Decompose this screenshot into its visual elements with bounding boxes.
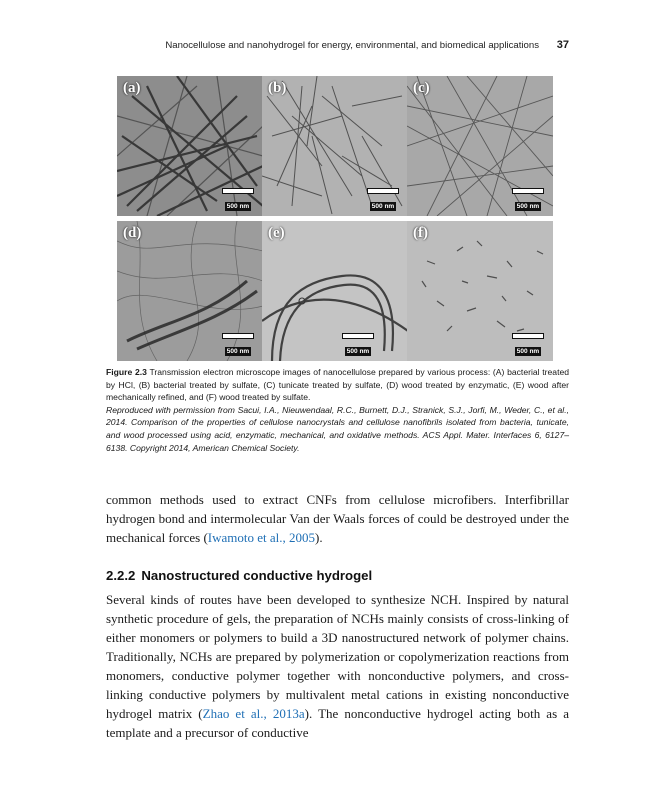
page-number: 37	[556, 39, 569, 51]
citation-iwamoto[interactable]: Iwamoto et al., 2005	[207, 530, 316, 545]
citation-zhao[interactable]: Zhao et al., 2013a	[202, 706, 305, 721]
figure-tem-grid	[117, 76, 553, 361]
scale-bar-a: 500 nm	[220, 188, 256, 213]
panel-b	[262, 76, 408, 216]
section-heading	[106, 568, 569, 583]
panel-label-b: (b)	[268, 80, 287, 96]
paragraph-2-text: Several kinds of routes have been developed to synthesize NCH. Inspired by natural synthetic procedure of gels, the preparation of NCHs mainly consists of cross-linking of either monomers or polymers to build a 3D nanostructured network of polymer chains. Traditionally, NCHs are prepared by polymerization or copolymerization reactions from monomers, conductive polymer together with nonconductive polymers, and cross-linking conductive polymers by multivalent metal cations in existing nonconductive hydrogel matrix (	[106, 592, 569, 721]
section-number: 2.2.2	[106, 568, 136, 583]
panel-label-f: (f)	[413, 225, 428, 241]
paragraph-1-text: common methods used to extract CNFs from cellulose microfibers. Interfibrillar hydrogen bond and intermolecular Van der Waals forces of could be destroyed under the mechanical forces (	[106, 492, 569, 545]
panel-a	[117, 76, 263, 216]
paragraph-2-end: ). The nonconductive hydrogel acting both as a template and a precursor of conductive	[106, 706, 569, 740]
panel-f	[407, 221, 553, 361]
caption-label: Figure 2.3	[106, 367, 147, 377]
scale-bar-b: 500 nm	[365, 188, 401, 213]
panel-c	[407, 76, 553, 216]
paragraph-1-end: ).	[315, 530, 323, 545]
tem-image-e	[262, 221, 408, 361]
scale-bar-d: 500 nm	[220, 333, 256, 358]
paragraph-2	[106, 590, 569, 742]
panel-label-a: (a)	[123, 80, 141, 96]
panel-d	[117, 221, 263, 361]
caption-credit: Reproduced with permission from Sacui, I.A., Nieuwendaal, R.C., Burnett, D.J., Stranick, S.J., Jorfi, M., Weder, C., et al., 2014. Comparison of the properties of cellulose nanocrystals and cellulose nanofibrils isolated from bacteria, tunicate, and wood processed using acid, enzymatic, mechanical, and oxidative methods. ACS Appl. Mater. Interfaces 6, 6127–6138. Copyright 2014, American Chemical Society.	[106, 404, 569, 453]
panel-label-d: (d)	[123, 225, 142, 241]
running-title: Nanocellulose and nanohydrogel for energy, environmental, and biomedical applications	[165, 40, 539, 51]
scale-bar-f: 500 nm	[510, 333, 546, 358]
panel-label-c: (c)	[413, 80, 430, 96]
figure-caption	[106, 366, 569, 454]
paragraph-1	[106, 490, 569, 547]
panel-label-e: (e)	[268, 225, 285, 241]
caption-text: Transmission electron microscope images of nanocellulose prepared by various process: (A) bacterial treated by HCl, (B) bacterial treated by sulfate, (C) tunicate treated by sulfate, (D) wood treated by enzymatic, (E) wood after mechanically refined, and (F) wood treated by sulfate.	[106, 367, 570, 403]
scale-bar-e: 500 nm	[340, 333, 376, 358]
scale-bar-c: 500 nm	[510, 188, 546, 213]
panel-e	[262, 221, 408, 361]
section-title: Nanostructured conductive hydrogel	[141, 568, 373, 583]
